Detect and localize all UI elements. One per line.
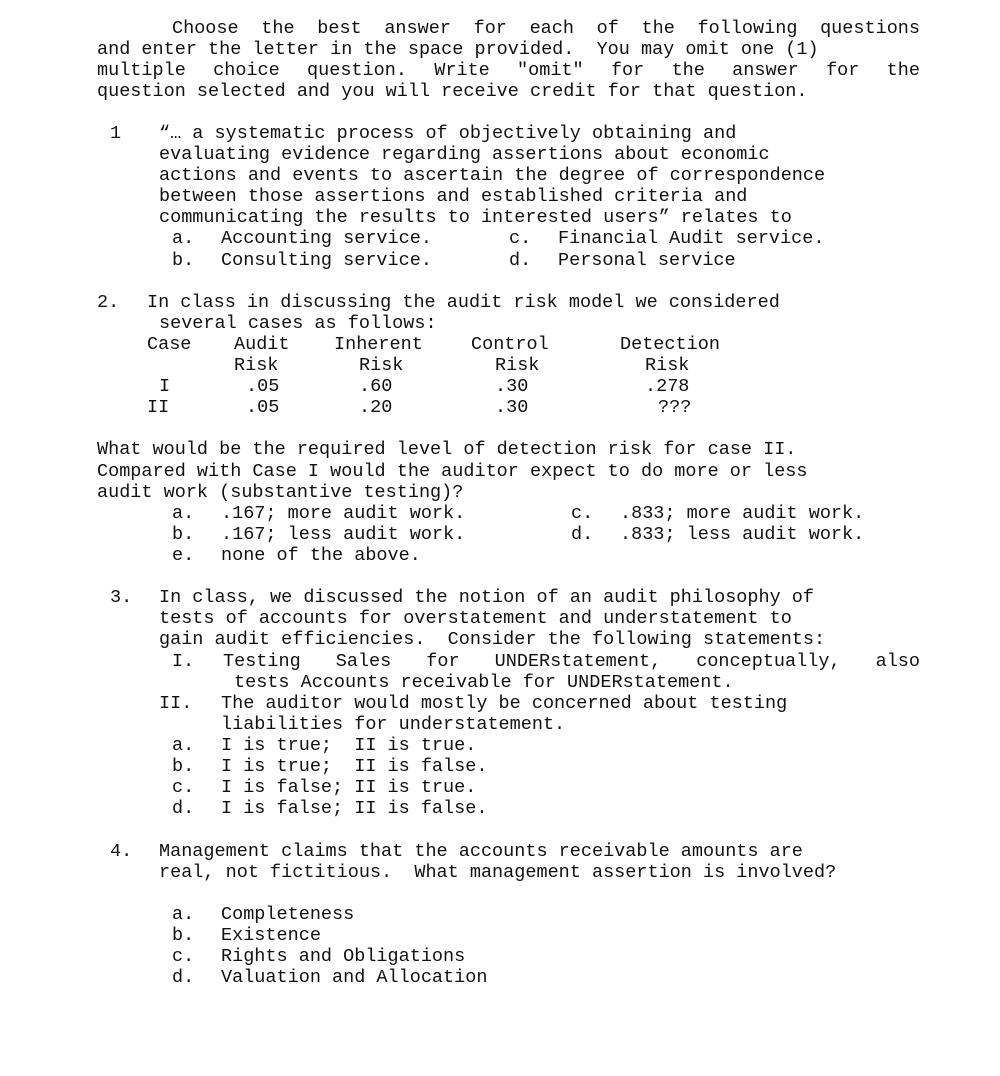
- option-text: none of the above.: [221, 545, 421, 566]
- table-header: Risk: [359, 355, 404, 376]
- option-letter: d.: [509, 250, 532, 271]
- option-letter: c.: [172, 946, 195, 967]
- option-letter: d.: [571, 524, 594, 545]
- table-header: Detection: [620, 334, 720, 355]
- option-letter: d.: [172, 967, 195, 988]
- question-text-line: In class, we discussed the notion of an audit philosophy of: [159, 587, 815, 608]
- table-cell: .05: [246, 397, 280, 418]
- option-text: Consulting service.: [221, 250, 432, 271]
- option-letter: c.: [172, 777, 195, 798]
- table-header: Risk: [645, 355, 690, 376]
- option-text: I is true; II is true.: [221, 735, 477, 756]
- question-text-line: between those assertions and established criteria and: [159, 186, 748, 207]
- question-text-line: evaluating evidence regarding assertions about economic: [159, 144, 770, 165]
- option-letter: a.: [172, 503, 195, 524]
- table-header: Case: [147, 334, 192, 355]
- option-letter: b.: [172, 250, 195, 271]
- table-header: Risk: [495, 355, 540, 376]
- table-cell: ???: [658, 397, 692, 418]
- table-cell: .30: [495, 397, 529, 418]
- statement-numeral: II.: [159, 693, 193, 714]
- question-text-line: tests of accounts for overstatement and understatement to: [159, 608, 792, 629]
- option-letter: a.: [172, 228, 195, 249]
- option-text: .833; more audit work.: [620, 503, 865, 524]
- table-cell: .60: [359, 376, 393, 397]
- instructions-line: and enter the letter in the space provided. You may omit one (1): [97, 39, 819, 60]
- table-cell: II: [147, 397, 170, 418]
- question-text-line: actions and events to ascertain the degree of correspondence: [159, 165, 826, 186]
- option-letter: b.: [172, 925, 195, 946]
- question-number: 1: [110, 123, 122, 144]
- option-text: Valuation and Allocation: [221, 967, 488, 988]
- table-cell: .20: [359, 397, 393, 418]
- table-header: Control: [471, 334, 549, 355]
- question-text-line: gain audit efficiencies. Consider the following statements:: [159, 629, 826, 650]
- option-letter: a.: [172, 904, 195, 925]
- statement-numeral: I.: [172, 651, 195, 672]
- question-text-line: Compared with Case I would the auditor expect to do more or less: [97, 461, 808, 482]
- table-header: Audit: [234, 334, 290, 355]
- option-text: Existence: [221, 925, 321, 946]
- option-text: I is false; II is true.: [221, 777, 477, 798]
- table-header: Risk: [234, 355, 279, 376]
- option-text: .833; less audit work.: [620, 524, 865, 545]
- option-letter: d.: [172, 798, 195, 819]
- statement-text-line: Testing Sales for UNDERstatement, conceptually, also: [223, 651, 920, 672]
- question-text-line: communicating the results to interested users” relates to: [159, 207, 792, 228]
- question-number: 4.: [110, 841, 133, 862]
- table-cell: I: [159, 376, 171, 397]
- question-text-line: “… a systematic process of objectively obtaining and: [159, 123, 737, 144]
- table-cell: .30: [495, 376, 529, 397]
- option-letter: b.: [172, 524, 195, 545]
- option-text: .167; more audit work.: [221, 503, 466, 524]
- option-text: I is false; II is false.: [221, 798, 488, 819]
- instructions-line: question selected and you will receive credit for that question.: [97, 81, 808, 102]
- question-text-line: several cases as follows:: [159, 313, 437, 334]
- option-letter: b.: [172, 756, 195, 777]
- option-text: Rights and Obligations: [221, 946, 466, 967]
- instructions-line: Choose the best answer for each of the following questions: [172, 18, 920, 39]
- statement-text-line: tests Accounts receivable for UNDERstatement.: [234, 672, 734, 693]
- option-letter: e.: [172, 545, 195, 566]
- table-cell: .278: [645, 376, 690, 397]
- statement-text-line: liabilities for understatement.: [221, 714, 566, 735]
- question-text-line: In class in discussing the audit risk model we considered: [147, 292, 780, 313]
- option-text: Financial Audit service.: [558, 228, 825, 249]
- option-text: Personal service: [558, 250, 736, 271]
- question-number: 2.: [97, 292, 120, 313]
- option-text: I is true; II is false.: [221, 756, 488, 777]
- instructions-line: multiple choice question. Write "omit" for the answer for the: [97, 60, 920, 81]
- question-text-line: What would be the required level of detection risk for case II.: [97, 439, 797, 460]
- option-letter: c.: [571, 503, 594, 524]
- question-number: 3.: [110, 587, 133, 608]
- option-letter: a.: [172, 735, 195, 756]
- question-text-line: Management claims that the accounts receivable amounts are: [159, 841, 803, 862]
- option-text: Completeness: [221, 904, 355, 925]
- statement-text-line: The auditor would mostly be concerned about testing: [221, 693, 788, 714]
- question-text-line: real, not fictitious. What management assertion is involved?: [159, 862, 837, 883]
- question-text-line: audit work (substantive testing)?: [97, 482, 464, 503]
- table-header: Inherent: [334, 334, 423, 355]
- table-cell: .05: [246, 376, 280, 397]
- option-letter: c.: [509, 228, 532, 249]
- option-text: .167; less audit work.: [221, 524, 466, 545]
- option-text: Accounting service.: [221, 228, 432, 249]
